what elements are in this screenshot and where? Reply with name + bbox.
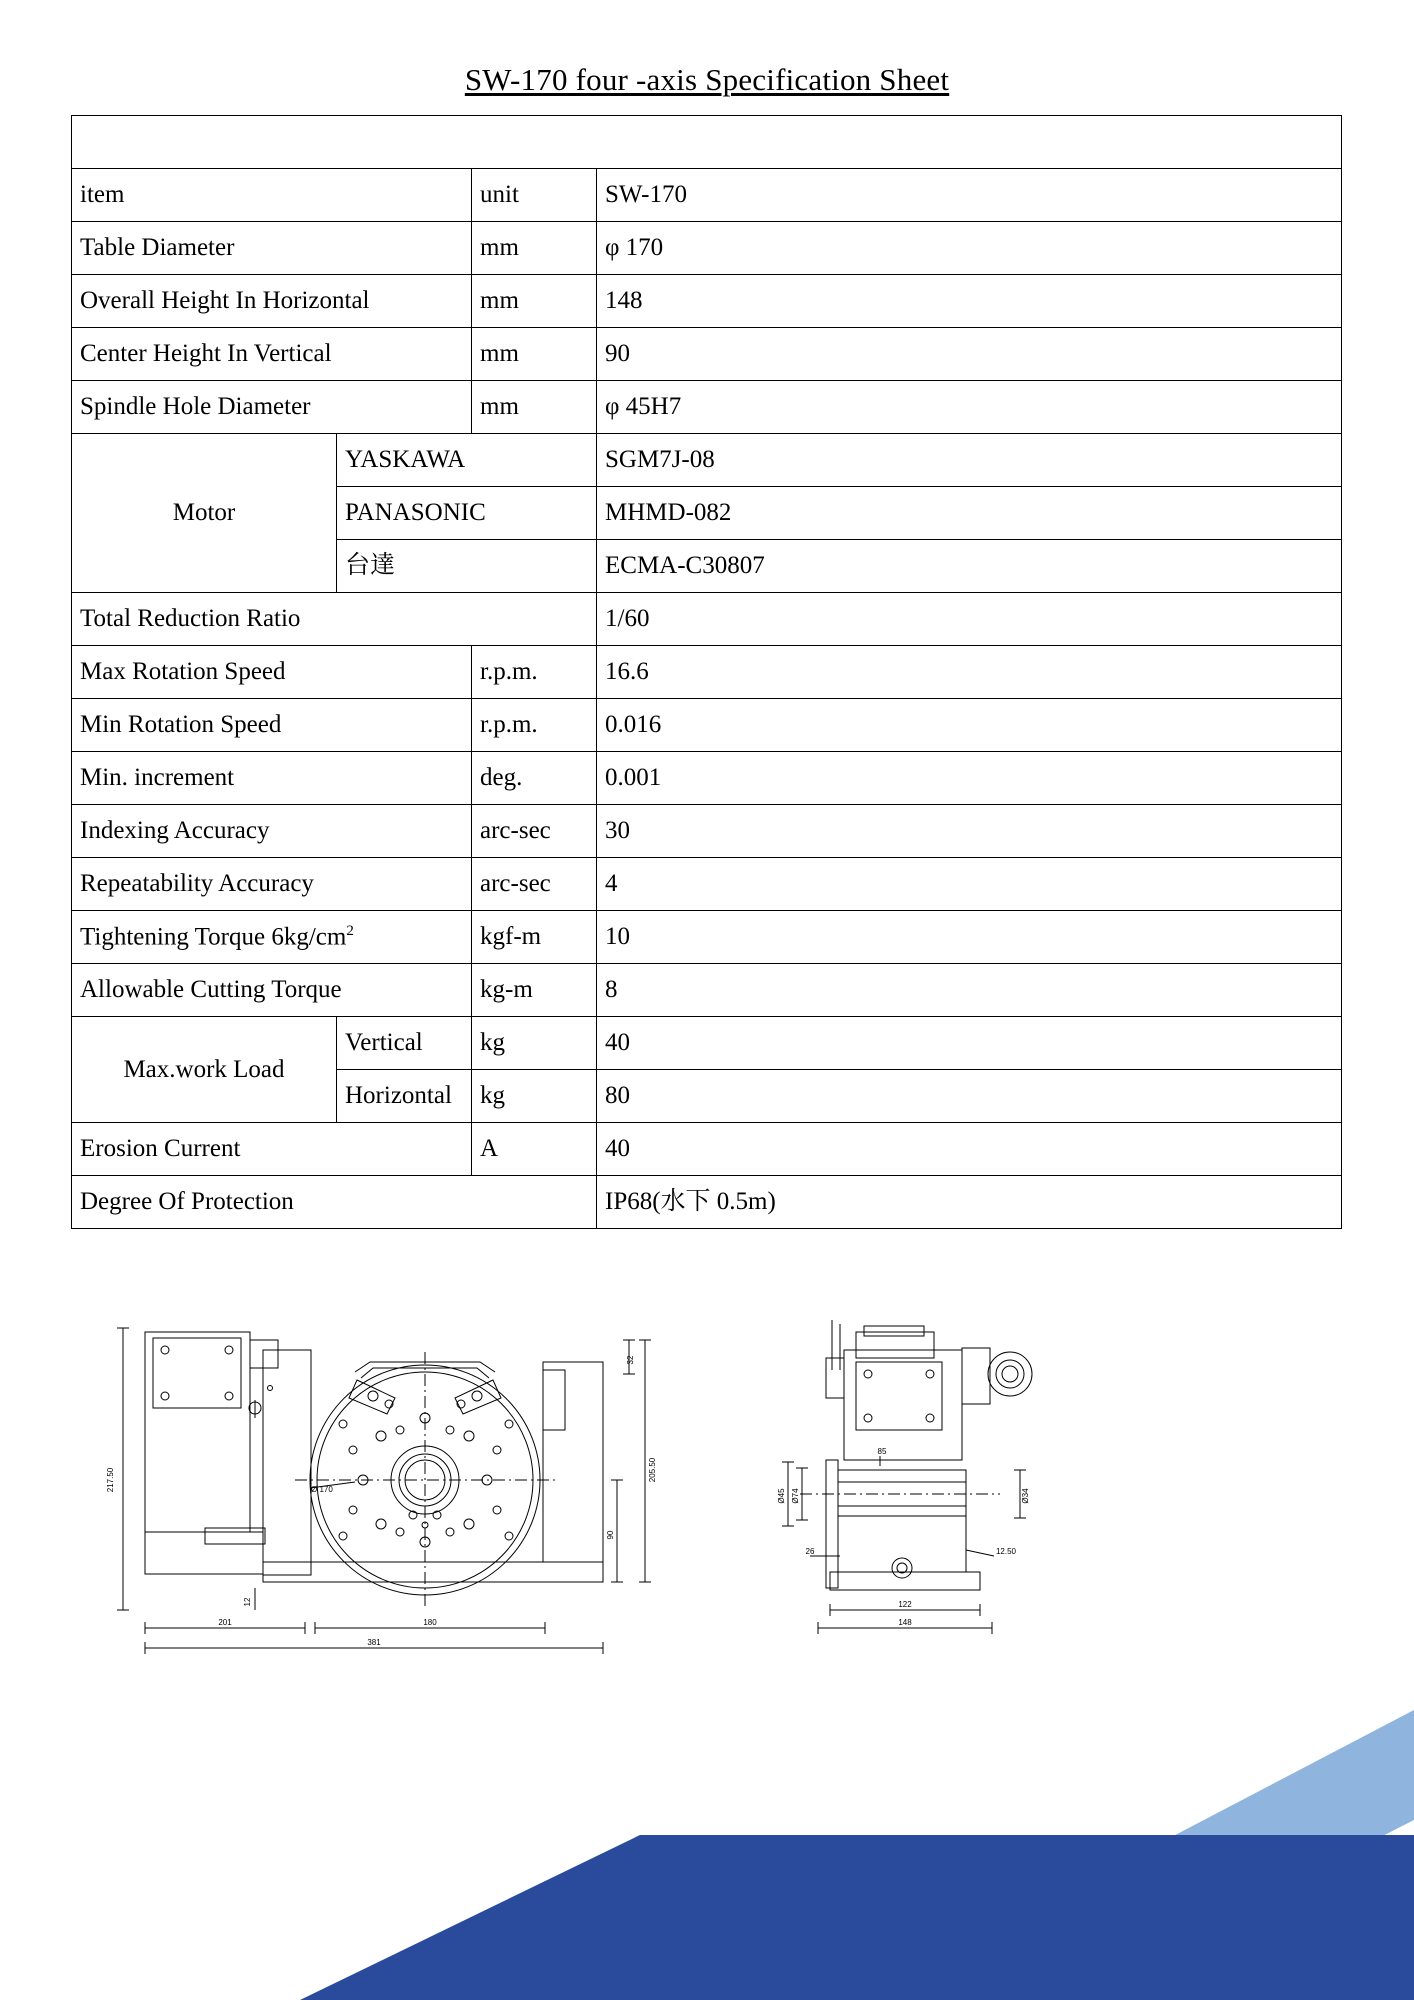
motor-brand: 台達 bbox=[337, 540, 597, 593]
dim-phi-45: Ø45 bbox=[777, 1488, 786, 1504]
row-item: Indexing Accuracy bbox=[72, 805, 472, 858]
row-unit: mm bbox=[472, 275, 597, 328]
table-row bbox=[72, 752, 1342, 805]
row-value: φ 170 bbox=[597, 222, 1342, 275]
table-row bbox=[72, 593, 1342, 646]
table-row bbox=[72, 275, 1342, 328]
dim-phi-74: Ø74 bbox=[791, 1488, 800, 1504]
row-item: Min Rotation Speed bbox=[72, 699, 472, 752]
dim-148: 148 bbox=[898, 1618, 912, 1627]
header-item: item bbox=[72, 169, 472, 222]
row-value: 10 bbox=[597, 911, 1342, 964]
row-value: 0.016 bbox=[597, 699, 1342, 752]
row-value: 4 bbox=[597, 858, 1342, 911]
header-unit: unit bbox=[472, 169, 597, 222]
table-caption-row bbox=[72, 116, 1342, 169]
motor-row bbox=[72, 434, 1342, 487]
row-unit: A bbox=[472, 1123, 597, 1176]
dim-12-50: 12.50 bbox=[995, 1547, 1017, 1556]
specification-table bbox=[71, 115, 1342, 1229]
row-unit: r.p.m. bbox=[472, 646, 597, 699]
row-item: Allowable Cutting Torque bbox=[72, 964, 472, 1017]
row-unit: mm bbox=[472, 381, 597, 434]
dim-26: 26 bbox=[805, 1547, 815, 1556]
dim-12: 12 bbox=[243, 1597, 252, 1607]
row-item: Repeatability Accuracy bbox=[72, 858, 472, 911]
motor-model: MHMD-082 bbox=[597, 487, 1342, 540]
table-row bbox=[72, 646, 1342, 699]
motor-model: ECMA-C30807 bbox=[597, 540, 1342, 593]
row-unit: arc-sec bbox=[472, 858, 597, 911]
row-value: 1/60 bbox=[597, 593, 1342, 646]
dim-phi-170: Ø 170 bbox=[311, 1485, 333, 1494]
table-caption bbox=[72, 116, 1342, 169]
row-value: 148 bbox=[597, 275, 1342, 328]
row-unit: kg bbox=[472, 1017, 597, 1070]
page-title bbox=[0, 62, 1414, 98]
orientation-label: Horizontal bbox=[337, 1070, 472, 1123]
dim-90: 90 bbox=[606, 1530, 615, 1540]
row-value: 40 bbox=[597, 1123, 1342, 1176]
table-row bbox=[72, 858, 1342, 911]
header-model: SW-170 bbox=[597, 169, 1342, 222]
row-value: 0.001 bbox=[597, 752, 1342, 805]
tightening-torque-row bbox=[72, 911, 1342, 964]
row-unit: arc-sec bbox=[472, 805, 597, 858]
row-unit: kgf-m bbox=[472, 911, 597, 964]
ribbon-dark-band bbox=[300, 1835, 1414, 2000]
motor-brand: PANASONIC bbox=[337, 487, 597, 540]
table-row bbox=[72, 805, 1342, 858]
dim-85: 85 bbox=[877, 1447, 887, 1456]
dim-217-50: 217.50 bbox=[106, 1467, 115, 1493]
technical-drawings bbox=[0, 1290, 1414, 1710]
row-item: Total Reduction Ratio bbox=[72, 593, 597, 646]
dim-phi-34: Ø34 bbox=[1021, 1488, 1030, 1504]
motor-model: SGM7J-08 bbox=[597, 434, 1342, 487]
table-row bbox=[72, 381, 1342, 434]
row-item: Max Rotation Speed bbox=[72, 646, 472, 699]
row-item: Spindle Hole Diameter bbox=[72, 381, 472, 434]
specification-table-container bbox=[71, 115, 1341, 1229]
table-row bbox=[72, 222, 1342, 275]
motor-brand: YASKAWA bbox=[337, 434, 597, 487]
row-item: Erosion Current bbox=[72, 1123, 472, 1176]
row-value: 80 bbox=[597, 1070, 1342, 1123]
dim-205-50: 205.50 bbox=[648, 1457, 657, 1483]
table-row bbox=[72, 1123, 1342, 1176]
row-value: 16.6 bbox=[597, 646, 1342, 699]
row-item: Center Height In Vertical bbox=[72, 328, 472, 381]
row-unit: r.p.m. bbox=[472, 699, 597, 752]
row-item: Degree Of Protection bbox=[72, 1176, 597, 1229]
protection-row bbox=[72, 1176, 1342, 1229]
table-row bbox=[72, 328, 1342, 381]
dim-32: 32 bbox=[626, 1355, 635, 1365]
dim-180: 180 bbox=[423, 1618, 437, 1627]
row-item-text: Tightening Torque 6kg/cm bbox=[80, 923, 347, 951]
table-row bbox=[72, 699, 1342, 752]
row-value: 30 bbox=[597, 805, 1342, 858]
ribbon-light-band bbox=[860, 1710, 1414, 2000]
row-value: 90 bbox=[597, 328, 1342, 381]
front-view-svg bbox=[105, 1310, 725, 1700]
page-title-text: SW-170 four -axis Specification Sheet bbox=[464, 62, 950, 97]
decorative-ribbon bbox=[0, 1670, 1414, 2000]
table-row bbox=[72, 964, 1342, 1017]
drawing-front-view bbox=[105, 1310, 725, 1700]
row-unit: deg. bbox=[472, 752, 597, 805]
ribbon-light-band-2 bbox=[1035, 1845, 1414, 2000]
dim-381: 381 bbox=[367, 1638, 381, 1647]
side-view-svg bbox=[770, 1310, 1090, 1700]
row-unit: kg bbox=[472, 1070, 597, 1123]
row-value: φ 45H7 bbox=[597, 381, 1342, 434]
motor-label: Motor bbox=[72, 434, 337, 593]
row-value: 8 bbox=[597, 964, 1342, 1017]
row-value: IP68(水下 0.5m) bbox=[597, 1176, 1342, 1229]
row-unit: mm bbox=[472, 222, 597, 275]
row-item: Overall Height In Horizontal bbox=[72, 275, 472, 328]
row-item: Min. increment bbox=[72, 752, 472, 805]
row-item: Table Diameter bbox=[72, 222, 472, 275]
orientation-label: Vertical bbox=[337, 1017, 472, 1070]
table-header-row bbox=[72, 169, 1342, 222]
dim-201: 201 bbox=[218, 1618, 232, 1627]
max-work-load-row bbox=[72, 1017, 1342, 1070]
row-unit: mm bbox=[472, 328, 597, 381]
row-item-superscript: 2 bbox=[346, 922, 354, 939]
row-item bbox=[72, 911, 472, 964]
drawing-side-view bbox=[770, 1310, 1090, 1700]
row-unit: kg-m bbox=[472, 964, 597, 1017]
max-work-load-label: Max.work Load bbox=[72, 1017, 337, 1123]
dim-122: 122 bbox=[898, 1600, 912, 1609]
row-value: 40 bbox=[597, 1017, 1342, 1070]
